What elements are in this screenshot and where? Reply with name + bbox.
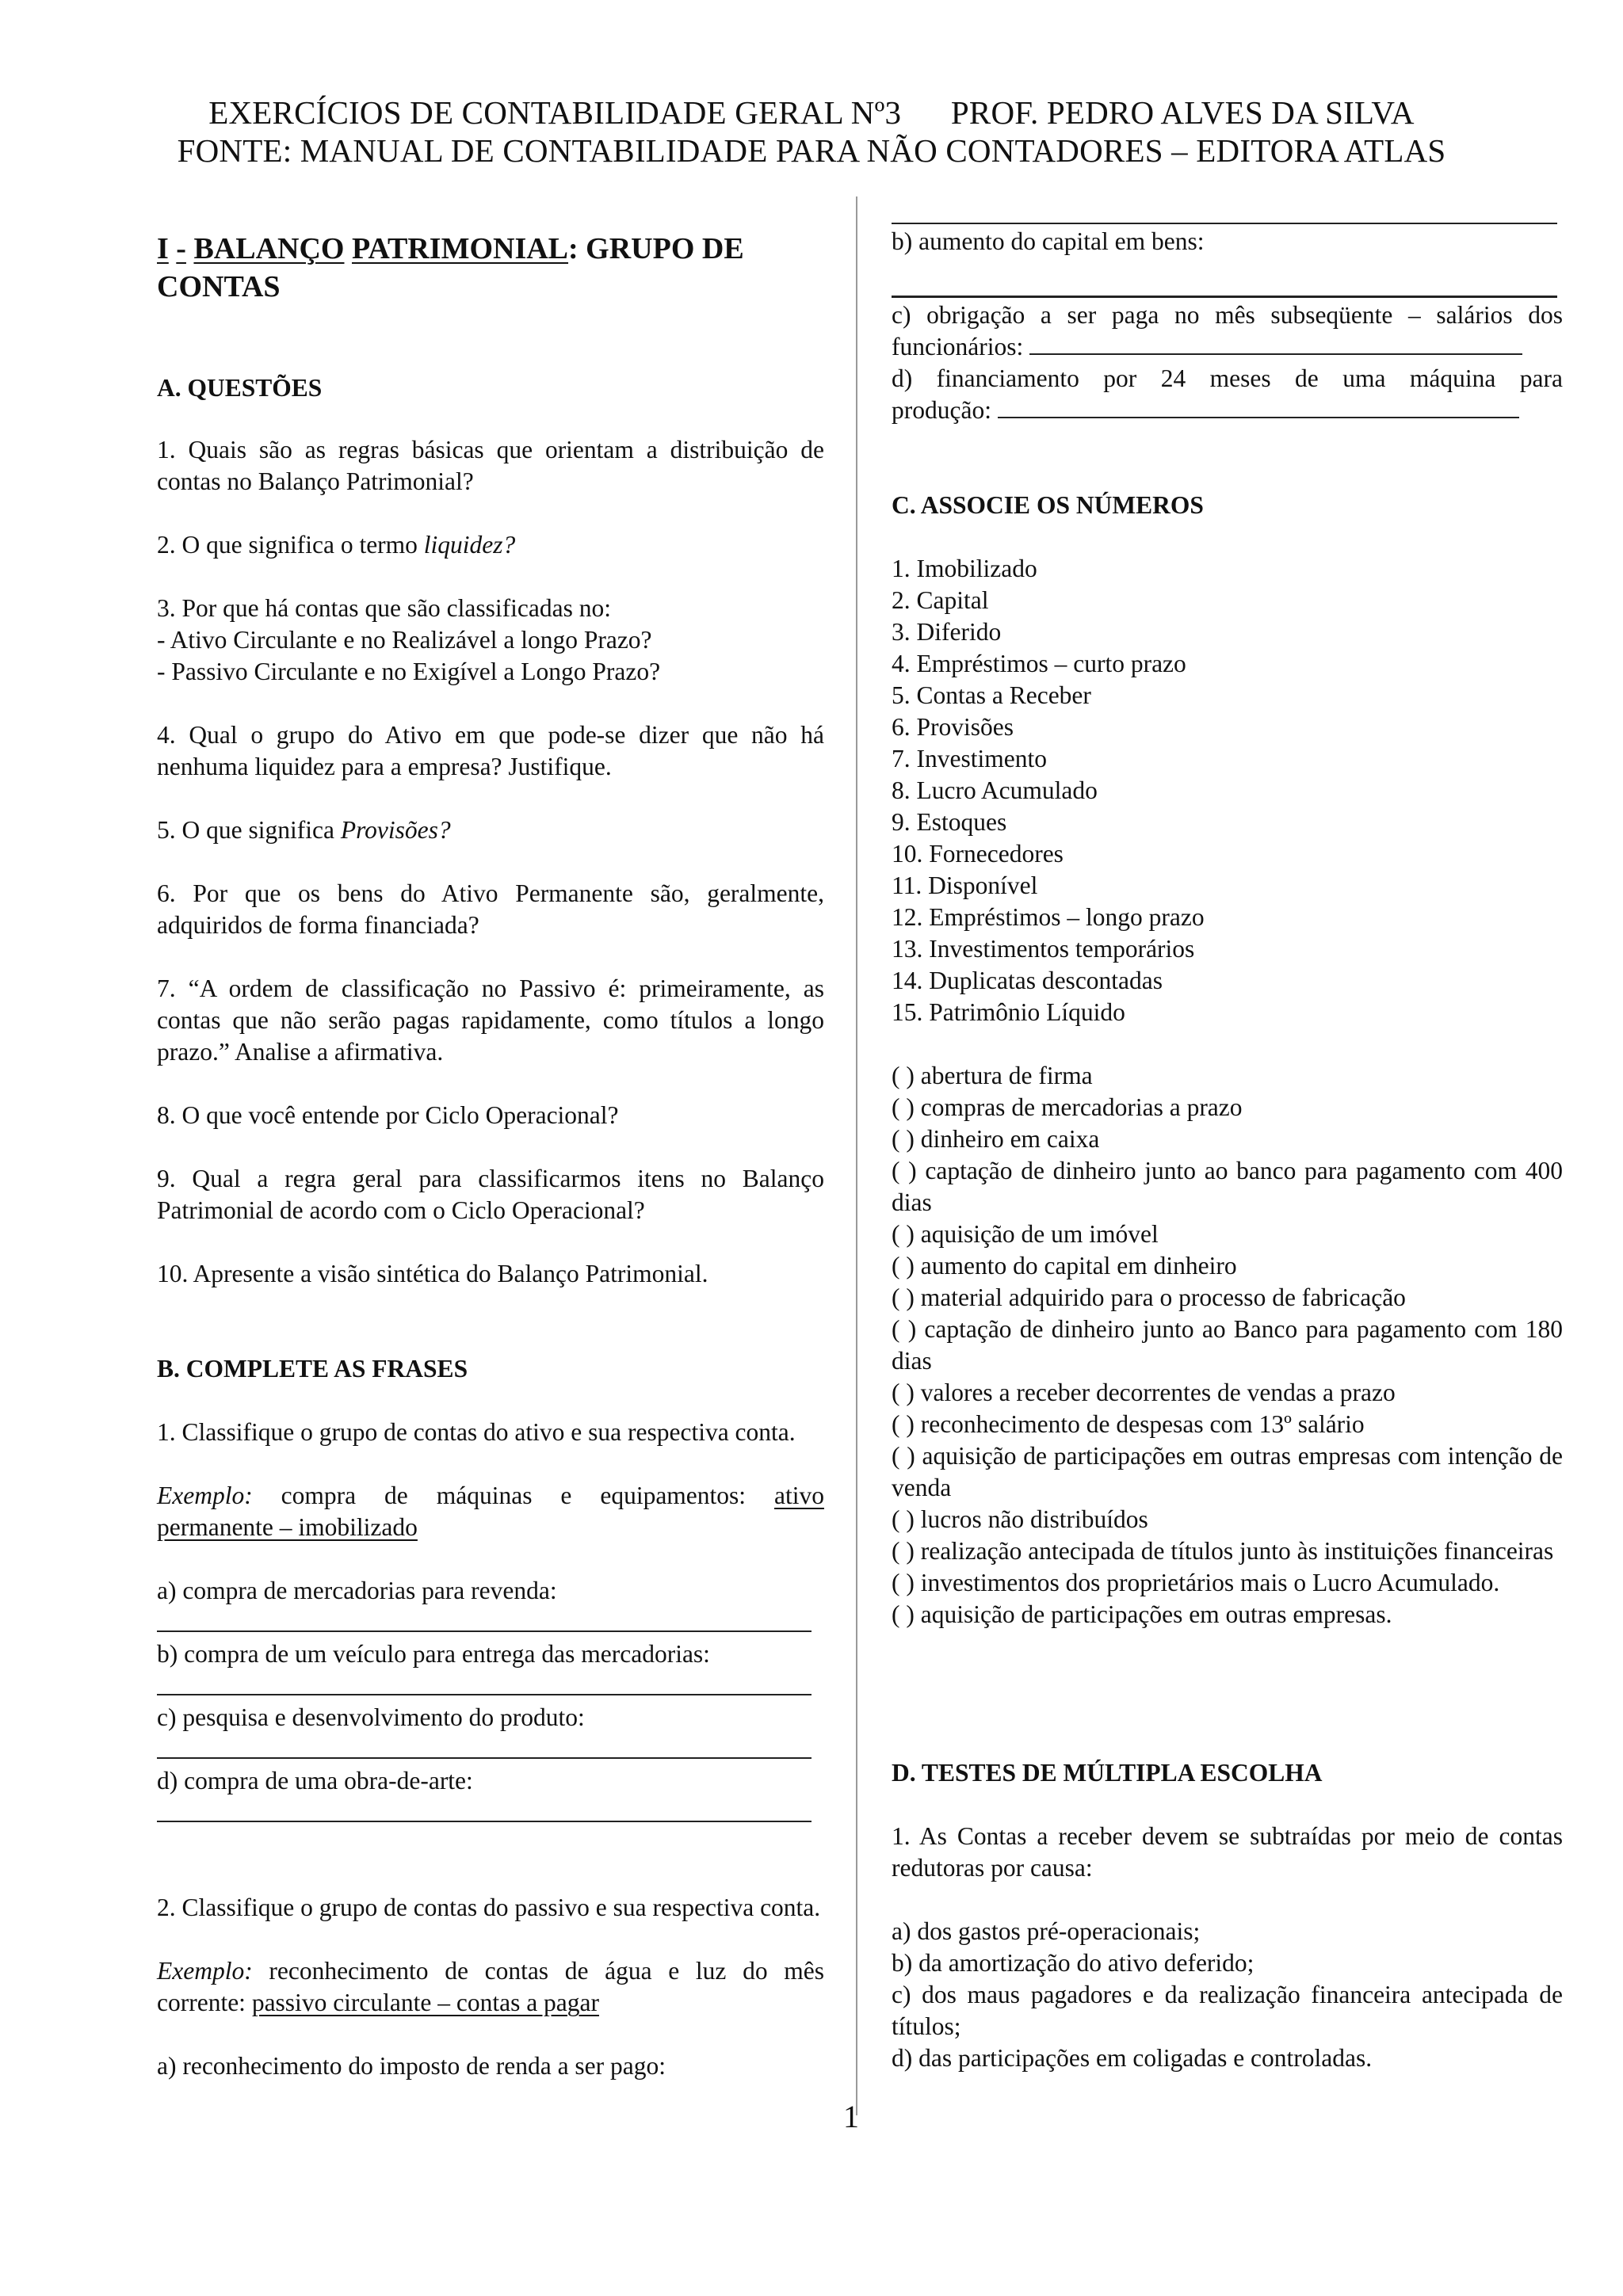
account-item: 11. Disponível — [892, 871, 1038, 899]
account-item: 15. Patrimônio Líquido — [892, 998, 1125, 1026]
association-item[interactable]: ( ) aquisição de participações em outras empresas com intenção de venda — [892, 1442, 1563, 1501]
part-2-example-answer: passivo circulante – contas a pagar — [251, 1989, 600, 2016]
section-b-heading: B. COMPLETE AS FRASES — [157, 1355, 468, 1383]
mc-question-1: 1. As Contas a receber devem se subtraídas por meio de contas redutoras por causa: — [892, 1822, 1563, 1882]
question-3-line-3: - Passivo Circulante e no Exigível a Longo Prazo? — [157, 658, 661, 685]
answer-line-1d[interactable] — [157, 1821, 812, 1822]
header-line-1: EXERCÍCIOS DE CONTABILIDADE GERAL Nº3 PROF. PEDRO ALVES DA SILVA — [208, 94, 1415, 131]
part-2-item-a: a) reconhecimento do imposto de renda a ser pago: — [157, 2052, 666, 2080]
part-1-item-d: d) compra de uma obra-de-arte: — [157, 1767, 473, 1794]
answer-line-2a[interactable] — [892, 223, 1557, 224]
mc-options — [892, 1916, 1563, 2074]
title-rest-2: CONTAS — [157, 270, 281, 303]
answer-line-1a[interactable] — [157, 1630, 812, 1632]
section-a-heading: A. QUESTÕES — [157, 374, 323, 402]
answer-line-1c[interactable] — [157, 1757, 812, 1759]
part-2-item-c-line-2 — [892, 331, 1563, 363]
question-6: 6. Por que os bens do Ativo Permanente são, geralmente, adquiridos de forma financiada? — [157, 879, 824, 939]
part-1-item-b: b) compra de um veículo para entrega das mercadorias: — [157, 1640, 710, 1668]
association-item[interactable]: ( ) captação de dinheiro junto ao Banco para pagamento com 180 dias — [892, 1315, 1563, 1375]
part-2-item-d-line-2 — [892, 395, 1563, 426]
section-c-heading: C. ASSOCIE OS NÚMEROS — [892, 491, 1204, 519]
account-item: 12. Empréstimos – longo prazo — [892, 903, 1205, 931]
association-item[interactable]: ( ) investimentos dos proprietários mais o Lucro Acumulado. — [892, 1569, 1500, 1596]
question-5 — [157, 814, 824, 846]
title-part-1: BALANÇO — [193, 232, 345, 265]
account-item: 14. Duplicatas descontadas — [892, 967, 1163, 994]
question-2-text: 2. O que significa o termo — [157, 531, 424, 559]
account-item: 4. Empréstimos – curto prazo — [892, 650, 1186, 677]
mc-option-a[interactable]: a) dos gastos pré-operacionais; — [892, 1917, 1201, 1945]
part-2-example-text: reconhecimento de contas de água e luz do mês — [252, 1957, 824, 1985]
title-dash: - — [176, 232, 186, 265]
association-item[interactable]: ( ) realização antecipada de títulos junto às instituições financeiras — [892, 1537, 1554, 1565]
part-2-item-b: b) aumento do capital em bens: — [892, 227, 1205, 255]
section-d-heading: D. TESTES DE MÚLTIPLA ESCOLHA — [892, 1759, 1323, 1787]
part-1-example-label: Exemplo: — [157, 1482, 253, 1509]
association-item[interactable]: ( ) abertura de firma — [892, 1062, 1093, 1089]
answer-line-2c[interactable] — [1029, 349, 1522, 355]
association-item[interactable]: ( ) aquisição de um imóvel — [892, 1220, 1159, 1248]
association-item[interactable]: ( ) reconhecimento de despesas com 13º salário — [892, 1410, 1365, 1438]
answer-line-2d[interactable] — [998, 412, 1519, 418]
question-9: 9. Qual a regra geral para classificarmos itens no Balanço Patrimonial de acordo com o Ciclo Operacional? — [157, 1165, 824, 1224]
part-1-example-answer-2: permanente – imobilizado — [157, 1513, 418, 1541]
section-title — [157, 230, 824, 306]
account-item: 3. Diferido — [892, 618, 1002, 646]
part-2-example-line-2 — [157, 1987, 824, 2019]
association-item[interactable]: ( ) lucros não distribuídos — [892, 1505, 1148, 1533]
account-item: 2. Capital — [892, 586, 989, 614]
question-5-term: Provisões? — [340, 816, 451, 844]
association-item[interactable]: ( ) material adquirido para o processo de fabricação — [892, 1283, 1406, 1311]
association-item[interactable]: ( ) compras de mercadorias a prazo — [892, 1093, 1243, 1121]
account-item: 5. Contas a Receber — [892, 681, 1091, 709]
question-3 — [157, 593, 824, 688]
part-2-example-text-2: corrente: — [157, 1989, 252, 2016]
association-item[interactable]: ( ) valores a receber decorrentes de vendas a prazo — [892, 1379, 1396, 1406]
part-1-example-line-2 — [157, 1512, 824, 1543]
account-item: 9. Estoques — [892, 808, 1007, 836]
part-1-item-c: c) pesquisa e desenvolvimento do produto: — [157, 1703, 585, 1731]
account-item: 10. Fornecedores — [892, 840, 1064, 868]
title-part-2: PATRIMONIAL — [351, 232, 569, 265]
part-1-item-a: a) compra de mercadorias para revenda: — [157, 1577, 557, 1604]
account-item: 1. Imobilizado — [892, 555, 1037, 582]
account-item: 6. Provisões — [892, 713, 1014, 741]
question-2 — [157, 529, 824, 561]
account-item: 8. Lucro Acumulado — [892, 776, 1098, 804]
part-2-item-d-line-1: d) financiamento por 24 meses de uma máquina para — [892, 364, 1563, 392]
page-number: 1 — [843, 2099, 859, 2134]
answer-line-1b[interactable] — [157, 1694, 812, 1695]
association-item[interactable]: ( ) aumento do capital em dinheiro — [892, 1252, 1237, 1280]
question-7: 7. “A ordem de classificação no Passivo é: primeiramente, as contas que não serão pagas rapidamente, como títulos a longo prazo.” Analise a afirmativa. — [157, 974, 824, 1066]
part-1-example-text: compra de máquinas e equipamentos: — [252, 1482, 774, 1509]
part-2-item-c-label: funcionários: — [892, 333, 1024, 360]
question-1: 1. Quais são as regras básicas que orientam a distribuição de contas no Balanço Patrimonial? — [157, 436, 824, 495]
part-2-example-line — [157, 1955, 824, 1987]
question-4: 4. Qual o grupo do Ativo em que pode-se dizer que não há nenhuma liquidez para a empresa? Justifique. — [157, 721, 824, 780]
question-8: 8. O que você entende por Ciclo Operacional? — [157, 1101, 619, 1129]
title-rest-1: : GRUPO DE — [568, 232, 744, 265]
part-2-intro: 2. Classifique o grupo de contas do passivo e sua respectiva conta. — [157, 1894, 821, 1921]
question-2-term: liquidez? — [423, 531, 516, 559]
part-1-intro: 1. Classifique o grupo de contas do ativo e sua respectiva conta. — [157, 1418, 796, 1446]
mc-option-c[interactable]: c) dos maus pagadores e da realização financeira antecipada de títulos; — [892, 1981, 1563, 2040]
association-list — [892, 1060, 1563, 1630]
question-3-line-1: 3. Por que há contas que são classificadas no: — [157, 594, 611, 622]
account-item: 7. Investimento — [892, 745, 1047, 772]
question-10: 10. Apresente a visão sintética do Balanço Patrimonial. — [157, 1260, 708, 1287]
part-2-item-c-line-1: c) obrigação a ser paga no mês subseqüente – salários dos — [892, 301, 1563, 329]
header-line-2: FONTE: MANUAL DE CONTABILIDADE PARA NÃO CONTADORES – EDITORA ATLAS — [177, 132, 1446, 169]
title-numeral: I — [157, 232, 169, 265]
part-2-example-label: Exemplo: — [157, 1957, 253, 1985]
account-item: 13. Investimentos temporários — [892, 935, 1195, 963]
mc-option-b[interactable]: b) da amortização do ativo deferido; — [892, 1949, 1254, 1977]
part-2-item-d-label: produção: — [892, 396, 991, 424]
account-list — [892, 553, 1563, 1028]
association-item[interactable]: ( ) aquisição de participações em outras empresas. — [892, 1600, 1392, 1628]
part-1-example-answer-1: ativo — [774, 1482, 824, 1509]
answer-line-2b[interactable] — [892, 296, 1557, 298]
association-item[interactable]: ( ) captação de dinheiro junto ao banco para pagamento com 400 dias — [892, 1157, 1563, 1216]
mc-option-d[interactable]: d) das participações em coligadas e controladas. — [892, 2044, 1373, 2072]
question-3-line-2: - Ativo Circulante e no Realizável a longo Prazo? — [157, 626, 652, 654]
column-divider — [856, 196, 857, 2115]
part-1-example-line — [157, 1480, 824, 1512]
association-item[interactable]: ( ) dinheiro em caixa — [892, 1125, 1100, 1153]
page-header — [0, 93, 1623, 170]
question-5-text: 5. O que significa — [157, 816, 341, 844]
